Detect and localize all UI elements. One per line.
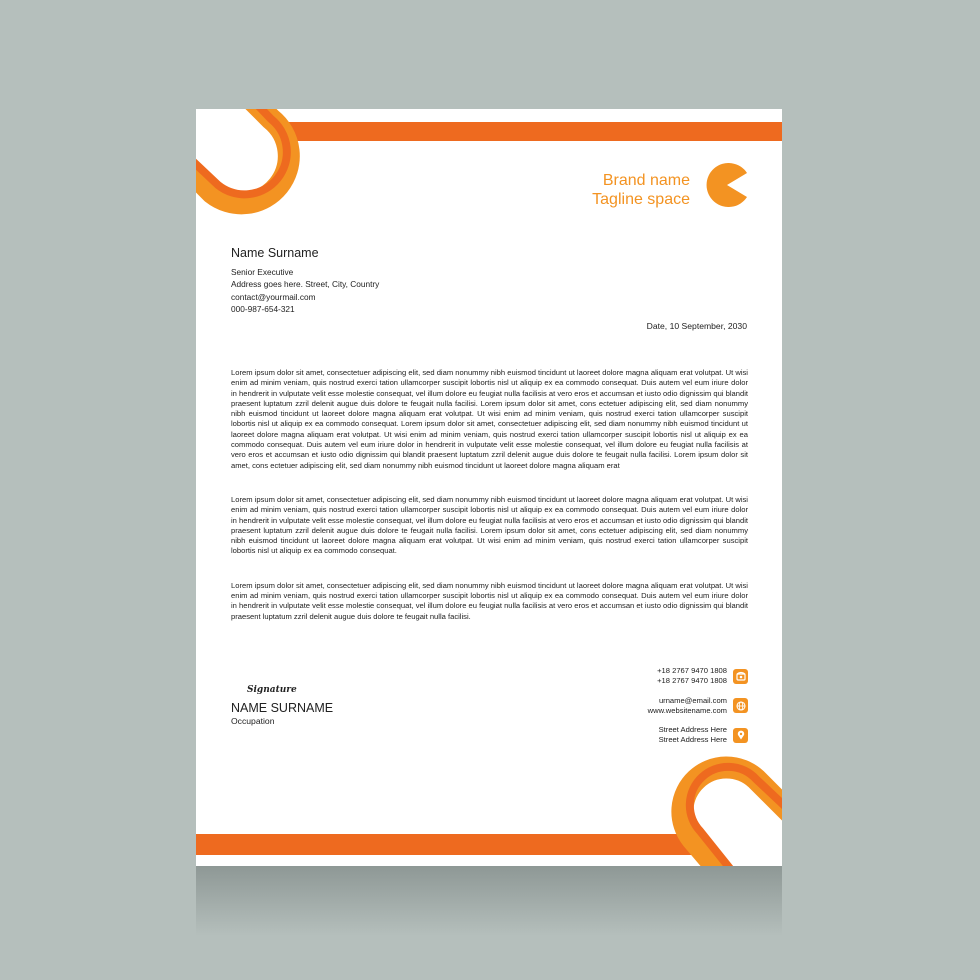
sender-phone: 000-987-654-321 (231, 303, 295, 314)
sender-block (231, 246, 379, 315)
contact-phone-1: +18 2767 9470 1808 (657, 666, 727, 675)
body-paragraph: Lorem ipsum dolor sit amet, consectetuer adipiscing elit, sed diam nonummy nibh euismod tincidunt ut laoreet dolore magna aliquam erat volutpat. Ut wisi enim ad minim veniam, quis nostrud exerci tation ullamcorper suscipit lobortis nisl ut aliquip ex ea commodo consequat. Duis autem vel eum iriure dolor in hendrerit in vulputate velit esse molestie consequat, vel illum dolore eu feugiat nulla facilisis at vero eros et accumsan et iusto odio dignissim qui blandit praesent luptatum zzril delenit augue duis dolore te feugait nulla facilisi. (231, 580, 748, 621)
contact-address-row (648, 725, 748, 746)
contact-street-2: Street Address Here (658, 735, 727, 745)
location-pin-icon (733, 728, 748, 743)
pacman-logo-icon (705, 163, 749, 207)
sender-email: contact@yourmail.com (231, 291, 316, 302)
contact-phone-2: +18 2767 9470 1808 (657, 676, 727, 686)
signature-name: NAME SURNAME (231, 701, 334, 715)
phone-icon (733, 669, 748, 684)
letter-body (231, 368, 748, 646)
sender-address: Address goes here. Street, City, Country (231, 279, 380, 290)
brand-block (592, 171, 690, 209)
globe-icon (733, 698, 748, 713)
contact-phone-row (648, 666, 748, 687)
contact-block (648, 666, 748, 755)
contact-website: www.websitename.com (647, 705, 727, 715)
page-shadow (196, 866, 782, 936)
contact-web-row (648, 696, 748, 717)
contact-street-1: Street Address Here (658, 725, 727, 735)
sender-title: Senior Executive (231, 267, 294, 277)
signature-block (231, 685, 333, 726)
letterhead-page (196, 109, 782, 866)
contact-email: urname@email.com (658, 695, 727, 705)
letter-date: Date, 10 September, 2030 (646, 321, 747, 331)
body-paragraph: Lorem ipsum dolor sit amet, consectetuer adipiscing elit, sed diam nonummy nibh euismod tincidunt ut laoreet dolore magna aliquam erat volutpat. Ut wisi enim ad minim veniam, quis nostrud exerci tation ullamcorper suscipit lobortis nisl ut aliquip ex ea commodo consequat. Duis autem vel eum iriure dolor in hendrerit in vulputate velit esse molestie consequat, vel illum dolore eu feugiat nulla facilisis at vero eros et accumsan et iusto odio dignissim qui blandit praesent luptatum zzril delenit augue duis dolore te feugait nulla facilisi. Lorem ipsum dolor sit amet, cons ectetuer adipiscing elit, sed diam nonummy nibh euismod tincidunt ut laoreet dolore magna aliquam erat volutpat. Ut wisi enim ad minim veniam, quis nostrud exerci tation ullamcorper suscipit lobortis nisl ut aliquip ex ea commodo consequat. (231, 494, 748, 556)
top-bar (280, 122, 782, 141)
body-paragraph: Lorem ipsum dolor sit amet, consectetuer adipiscing elit, sed diam nonummy nibh euismod tincidunt ut laoreet dolore magna aliquam erat volutpat. Ut wisi enim ad minim veniam, quis nostrud exerci tation ullamcorper suscipit lobortis nisl ut aliquip ex ea commodo consequat. Duis autem vel eum iriure dolor in hendrerit in vulputate velit esse molestie consequat, vel illum dolore eu feugiat nulla facilisis at vero eros et accumsan et iusto odio dignissim qui blandit praesent luptatum zzril delenit augue duis dolore te feugait nulla facilisi. Lorem ipsum dolor sit amet, cons ectetuer adipiscing elit, sed diam nonummy nibh euismod tincidunt ut laoreet dolore magna aliquam erat volutpat. Ut wisi enim ad minim veniam, quis nostrud exerci tation ullamcorper suscipit lobortis nisl ut aliquip ex ea commodo consequat. Lorem ipsum dolor sit amet, consectetuer adipiscing elit, sed diam nonummy nibh euismod tincidunt ut laoreet dolore magna aliquam erat volutpat. Ut wisi enim ad minim veniam, quis nostrud exerci tation ullamcorper suscipit lobortis nisl ut aliquip ex ea commodo consequat. Duis autem vel eum iriure dolor in hendrerit in vulputate velit esse molestie consequat, vel illum dolore eu feugiat nulla facilisis at vero eros et accumsan et iusto odio dignissim qui blandit praesent luptatum zzril delenit augue duis dolore te feugait nulla facilisi. Lorem ipsum dolor sit amet, cons ectetuer adipiscing elit, sed diam nonummy nibh euismod tincidunt ut laoreet dolore magna aliquam erat (231, 368, 748, 470)
signature-occupation: Occupation (231, 716, 275, 726)
brand-tagline: Tagline space (592, 191, 690, 208)
bottom-bar (196, 834, 698, 855)
signature-script: Signature (247, 685, 297, 695)
brand-name: Brand name (602, 172, 690, 189)
sender-name: Name Surname (231, 246, 319, 260)
